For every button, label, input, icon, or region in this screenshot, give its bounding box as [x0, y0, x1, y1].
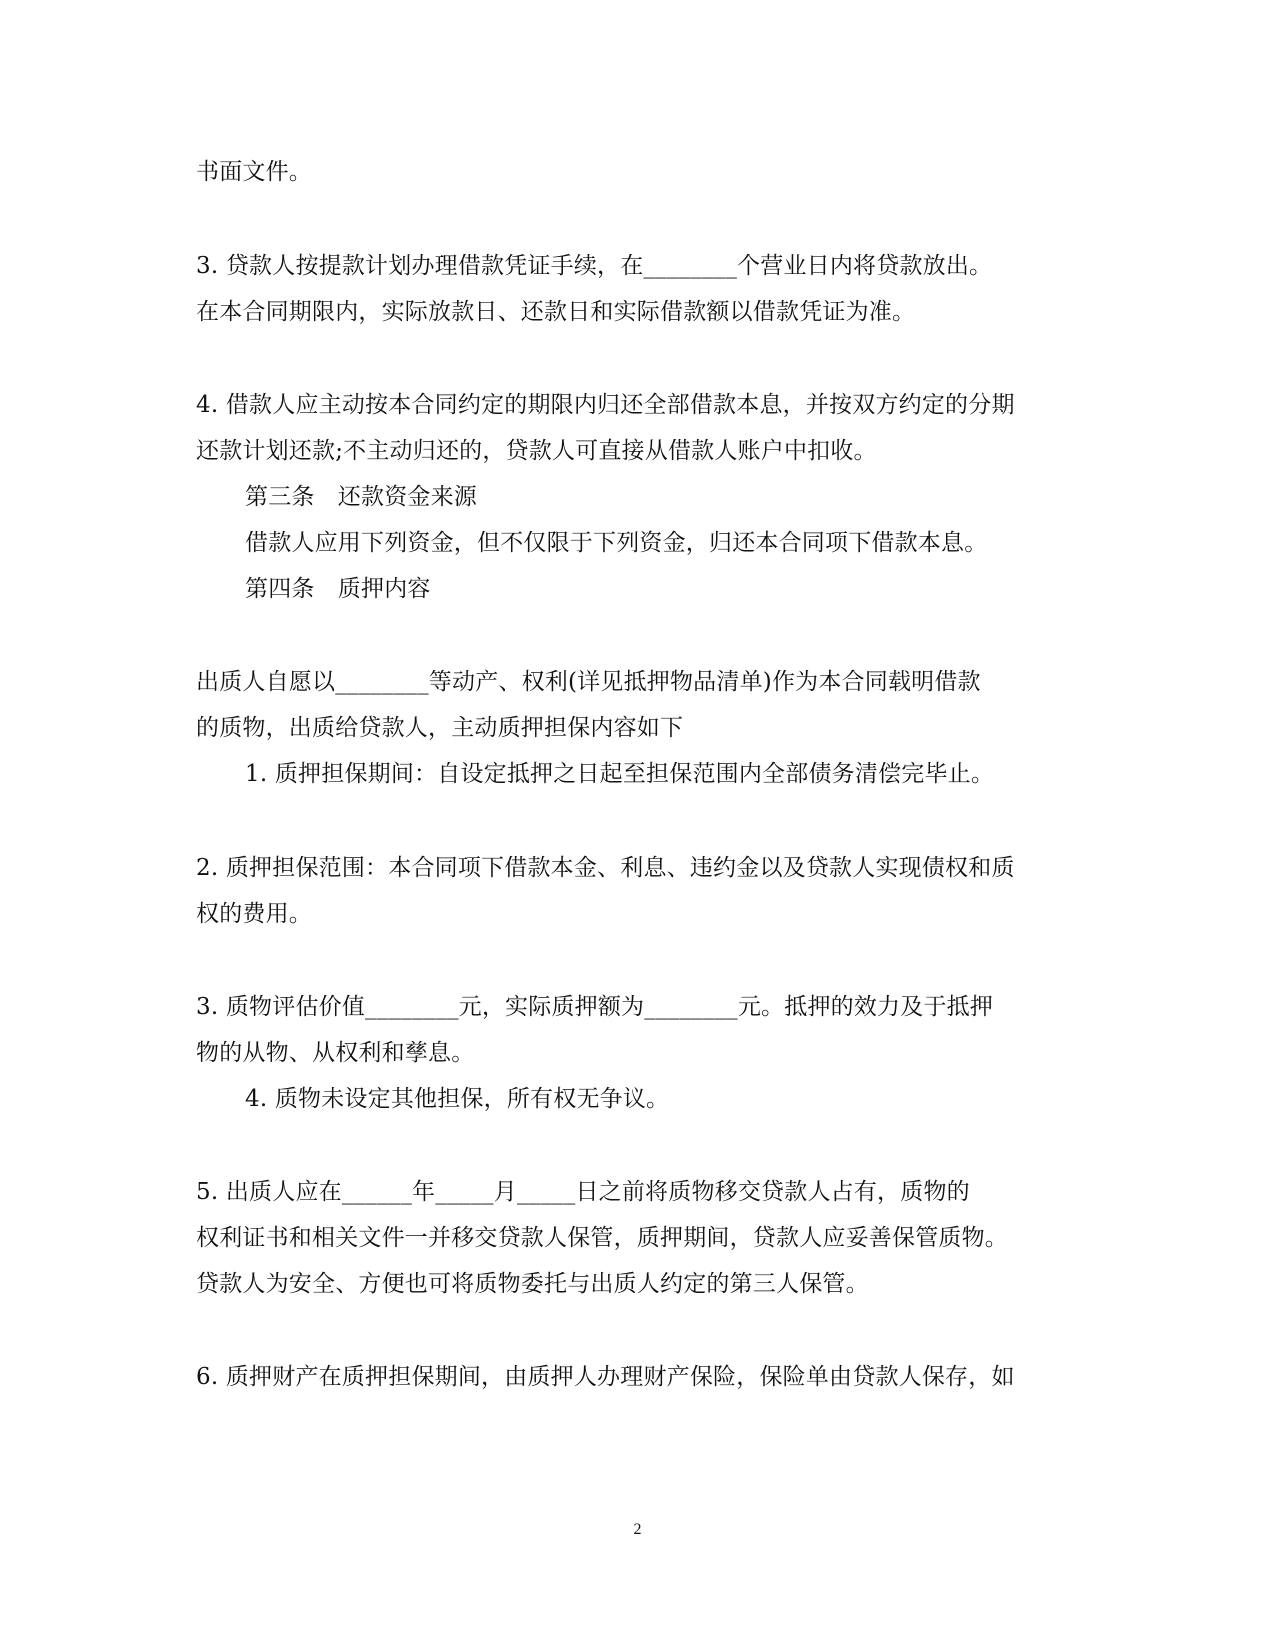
text-line: 权利证书和相关文件一并移交贷款人保管，质押期间，贷款人应妥善保管质物。 — [196, 1225, 1008, 1251]
text-line: 书面文件。 — [196, 159, 312, 185]
text-line: 3. 贷款人按提款计划办理借款凭证手续，在________个营业日内将贷款放出。 — [196, 253, 993, 279]
text-line: 借款人应用下列资金，但不仅限于下列资金，归还本合同项下借款本息。 — [245, 530, 988, 556]
text-line: 3. 质物评估价值________元，实际质押额为________元。抵押的效力及于抵押 — [196, 994, 994, 1020]
text-line: 权的费用。 — [196, 901, 312, 927]
text-line: 4. 借款人应主动按本合同约定的期限内归还全部借款本息，并按双方约定的分期 — [196, 392, 1015, 418]
page-number: 2 — [633, 1521, 642, 1538]
text-line: 在本合同期限内，实际放款日、还款日和实际借款额以借款凭证为准。 — [196, 299, 916, 325]
text-line: 物的从物、从权利和孳息。 — [196, 1040, 475, 1066]
text-line: 出质人自愿以________等动产、权利(详见抵押物品清单)作为本合同载明借款 — [196, 669, 981, 695]
section-heading: 第四条 质押内容 — [245, 576, 431, 602]
text-line: 4. 质物未设定其他担保，所有权无争议。 — [245, 1086, 670, 1112]
text-line: 2. 质押担保范围：本合同项下借款本金、利息、违约金以及贷款人实现债权和质 — [196, 855, 1015, 881]
text-line: 1. 质押担保期间：自设定抵押之日起至担保范围内全部债务清偿完毕止。 — [245, 761, 995, 787]
text-line: 还款计划还款;不主动归还的，贷款人可直接从借款人账户中扣收。 — [196, 438, 877, 464]
section-heading: 第三条 还款资金来源 — [245, 484, 477, 510]
text-line: 贷款人为安全、方便也可将质物委托与出质人约定的第三人保管。 — [196, 1271, 869, 1297]
text-line: 5. 出质人应在______年_____月_____日之前将质物移交贷款人占有，质物的 — [196, 1179, 970, 1205]
text-line: 6. 质押财产在质押担保期间，由质押人办理财产保险，保险单由贷款人保存，如 — [196, 1364, 1015, 1390]
text-line: 的质物，出质给贷款人，主动质押担保内容如下 — [196, 715, 684, 741]
